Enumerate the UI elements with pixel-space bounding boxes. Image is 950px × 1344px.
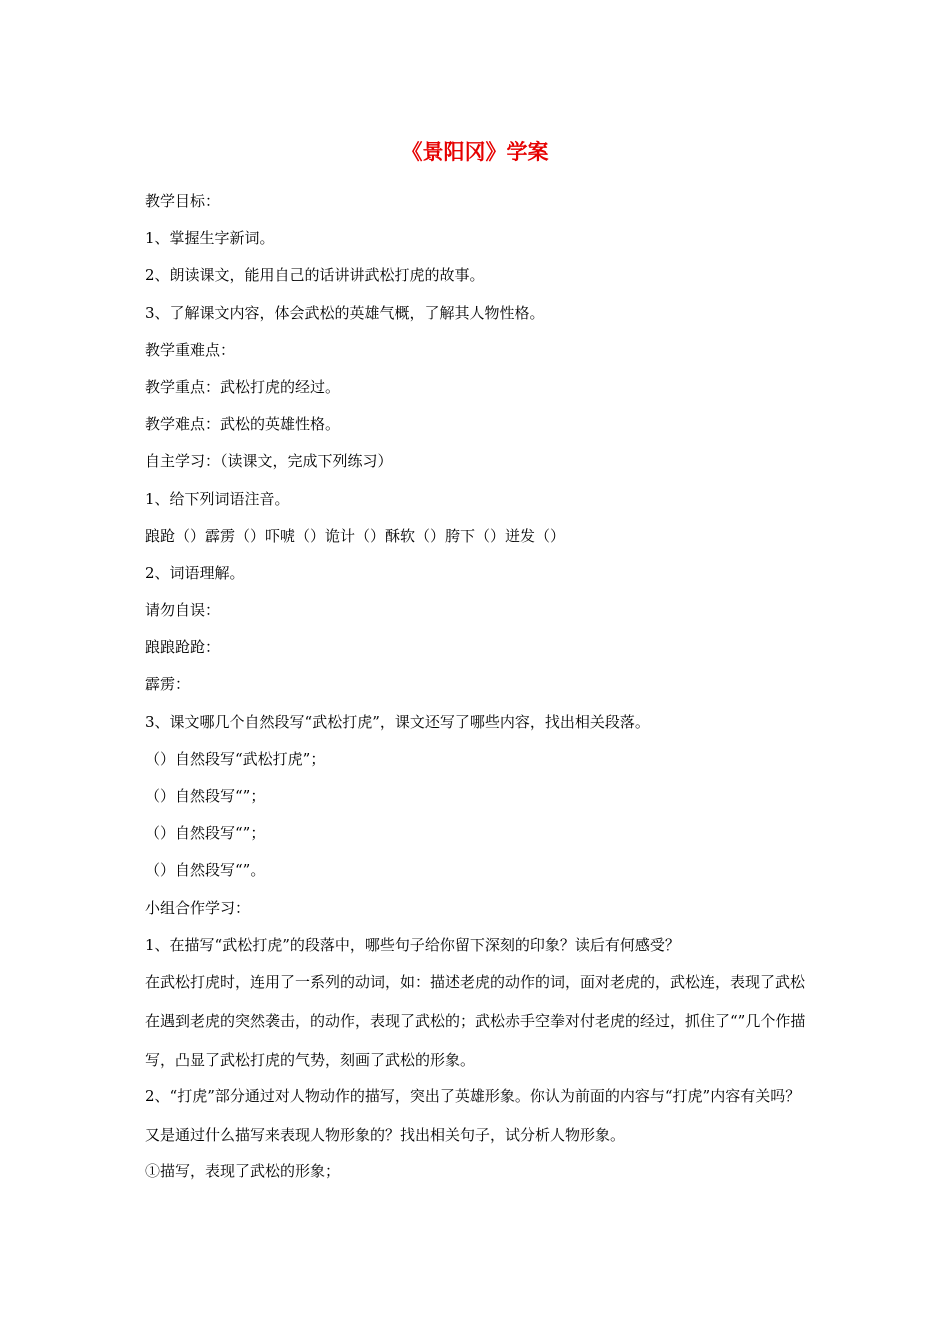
text-line: 1、给下列词语注音。 (145, 489, 290, 508)
text-line: 3、课文哪几个自然段写“武松打虎”，课文还写了哪些内容，找出相关段落。 (145, 712, 650, 731)
text-line: 霹雳： (145, 675, 191, 694)
text-line: 2、朗读课文，能用自己的话讲讲武松打虎的故事。 (145, 266, 485, 285)
text-line: 请勿自误： (145, 601, 221, 620)
text-line: 3、了解课文内容，体会武松的英雄气概，了解其人物性格。 (145, 303, 545, 322)
document-body (145, 188, 810, 1195)
paragraph-question-2: 2、“打虎”部分通过对人物动作的描写，突出了英雄形象。你认为前面的内容与“打虎”内容有关吗？又是通过什么描写来表现人物形象的？找出相关句子，试分析人物形象。 (145, 1086, 801, 1144)
text-line: 踉踉跄跄： (145, 638, 221, 657)
text-line: 踉跄（）霹雳（）吓唬（）诡计（）酥软（）胯下（）迸发（） (145, 526, 566, 545)
text-line: （）自然段写“武松打虎”； (145, 749, 326, 768)
text-line: 教学难点：武松的英雄性格。 (145, 415, 341, 434)
paragraph-verbs: 在武松打虎时，连用了一系列的动词，如：描述老虎的动作的词，面对老虎的，武松连，表现了武松在遇到老虎的突然袭击，的动作，表现了武松的；武松赤手空拳对付老虎的经过，抓住了“”几个作描写，凸显了武松打虎的气势，刻画了武松的形象。 (145, 972, 806, 1069)
text-line: 教学重点：武松打虎的经过。 (145, 377, 341, 396)
text-line: 教学目标： (145, 192, 221, 210)
text-line: （）自然段写“”； (145, 787, 266, 805)
text-line: 1、掌握生字新词。 (145, 229, 275, 248)
document-title: 《景阳冈》学案 (401, 140, 549, 164)
text-line: 2、词语理解。 (145, 563, 245, 582)
text-line: ①描写，表现了武松的形象； (145, 1161, 341, 1180)
text-line: 1、在描写“武松打虎”的段落中，哪些句子给你留下深刻的印象？读后有何感受？ (145, 935, 680, 954)
text-line: 教学重难点： (145, 340, 236, 359)
text-line: 自主学习：（读课文，完成下列练习） (145, 452, 393, 471)
text-line: 小组合作学习： (145, 898, 251, 917)
text-line: （）自然段写“”。 (145, 861, 266, 880)
text-line: （）自然段写“”； (145, 824, 266, 843)
